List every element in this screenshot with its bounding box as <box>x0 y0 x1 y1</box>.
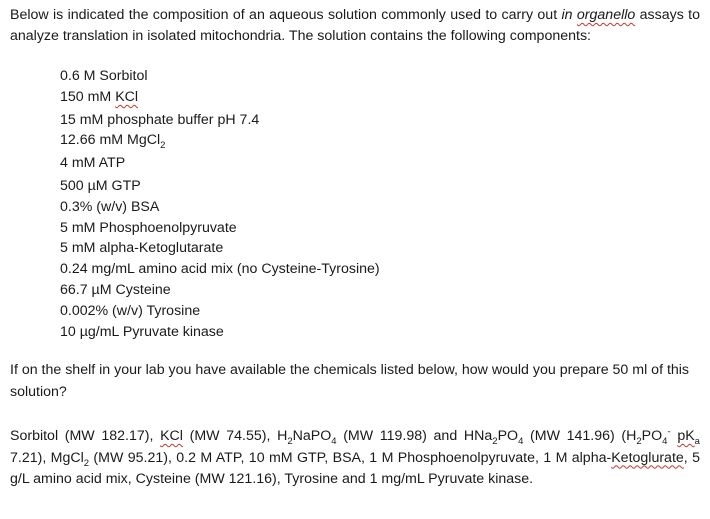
component-mgcl2: 12.66 mM MgCl$_2$ <box>60 132 166 152</box>
component-atp: 4 mM ATP <box>60 155 126 172</box>
component-amino-mix: 0.24 mg/mL amino acid mix (no Cysteine-Tyrosine) <box>60 261 380 278</box>
intro-paragraph <box>10 5 700 47</box>
component-pyruvate-kinase: 10 µg/mL Pyruvate kinase <box>60 323 224 340</box>
component-bsa: 0.3% (w/v) BSA <box>60 198 160 215</box>
kcl-spellcheck: KCl <box>115 88 139 105</box>
ketoglurate-spellcheck: Ketoglurate <box>611 449 684 466</box>
intro-italic-organello: organello <box>576 7 636 23</box>
pka-spellcheck: $pK_a$ <box>677 428 700 447</box>
component-tyrosine: 0.002% (w/v) Tyrosine <box>60 302 201 319</box>
component-akg: 5 mM alpha-Ketoglutarate <box>60 240 224 257</box>
component-kcl: 150 mM KCl <box>60 88 139 105</box>
component-list <box>60 66 660 342</box>
intro-text-part1: Below is indicated the composition of an aqueous solution commonly used to carry out <box>10 7 558 23</box>
question-paragraph: If on the shelf in your lab you have available the chemicals listed below, how would you prepare 50 ml of this solution? <box>10 362 690 400</box>
component-phosphate: 15 mM phosphate buffer pH 7.4 <box>60 111 260 128</box>
kcl-chem-spellcheck: KCl <box>160 428 183 444</box>
intro-italic-in: in <box>561 7 573 23</box>
component-pep: 5 mM Phosphoenolpyruvate <box>60 219 237 236</box>
chemicals-paragraph: Sorbitol (MW 182.17), KCl (MW 74.55), $H_2NaPO_4$ (MW 119.98) and $HNa_2PO_4$ (MW 141.96) ($H_2PO_4^-$ $pK_a$ 7.21), MgCl$_2$ (MW 95.21), 0.2 M ATP, 10 mM GTP, BSA, 1 M Phosphoenolpyruvate, 1 M alpha-Ketoglurate, 5 g/L amino acid mix, Cysteine (MW 121.16), Tyrosine and 1 mg/mL Pyruvate kinase. <box>10 426 701 487</box>
component-cysteine: 66.7 µM Cysteine <box>60 281 171 298</box>
intro-text-part2: assays to analyze translation in isolated mitochondria. The solution contains the following components: <box>10 7 700 44</box>
component-sorbitol: 0.6 M Sorbitol <box>60 68 148 84</box>
component-gtp: 500 µM GTP <box>60 177 141 194</box>
